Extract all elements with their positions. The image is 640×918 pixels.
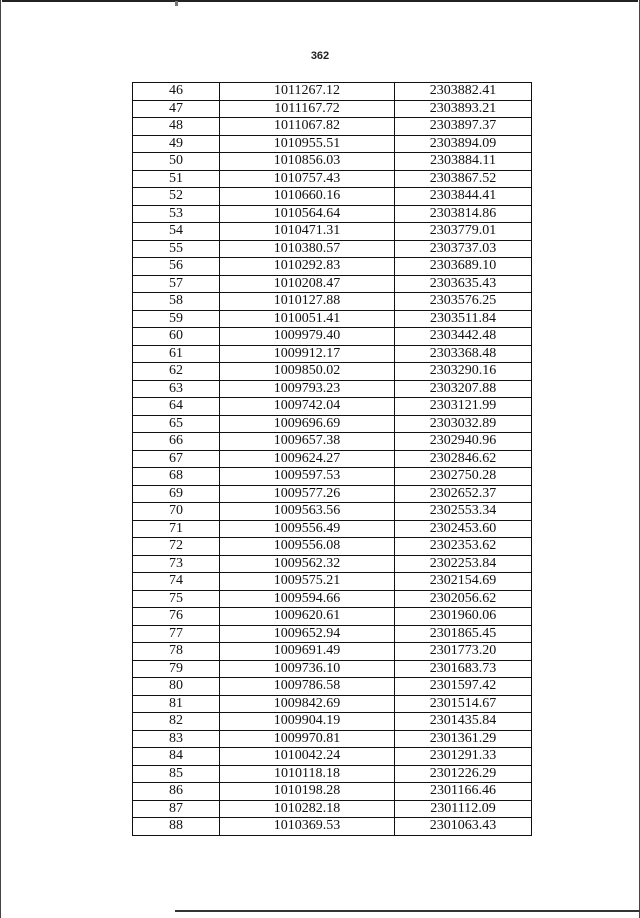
- y-coordinate-cell: 2302846.62: [395, 450, 532, 468]
- y-coordinate-cell: 2303894.09: [395, 135, 532, 153]
- y-coordinate-cell: 2302940.96: [395, 433, 532, 451]
- table-row: [133, 328, 532, 346]
- point-number-cell: 87: [133, 800, 220, 818]
- point-number-cell: 49: [133, 135, 220, 153]
- y-coordinate-cell: 2303032.89: [395, 415, 532, 433]
- x-coordinate-cell: 1009742.04: [220, 398, 395, 416]
- x-coordinate-cell: 1009594.66: [220, 590, 395, 608]
- point-number-cell: 73: [133, 555, 220, 573]
- y-coordinate-cell: 2303511.84: [395, 310, 532, 328]
- y-coordinate-cell: 2303737.03: [395, 240, 532, 258]
- y-coordinate-cell: 2303576.25: [395, 293, 532, 311]
- x-coordinate-cell: 1009970.81: [220, 730, 395, 748]
- x-coordinate-cell: 1009793.23: [220, 380, 395, 398]
- x-coordinate-cell: 1009657.38: [220, 433, 395, 451]
- y-coordinate-cell: 2303689.10: [395, 258, 532, 276]
- scan-speck: [175, 1, 178, 6]
- point-number-cell: 57: [133, 275, 220, 293]
- y-coordinate-cell: 2303368.48: [395, 345, 532, 363]
- point-number-cell: 55: [133, 240, 220, 258]
- point-number-cell: 77: [133, 625, 220, 643]
- y-coordinate-cell: 2302652.37: [395, 485, 532, 503]
- point-number-cell: 86: [133, 783, 220, 801]
- y-coordinate-cell: 2302154.69: [395, 573, 532, 591]
- coordinates-table: [132, 82, 532, 836]
- point-number-cell: 72: [133, 538, 220, 556]
- y-coordinate-cell: 2301291.33: [395, 748, 532, 766]
- table-row: [133, 100, 532, 118]
- table-row: [133, 765, 532, 783]
- point-number-cell: 61: [133, 345, 220, 363]
- x-coordinate-cell: 1010127.88: [220, 293, 395, 311]
- table-row: [133, 485, 532, 503]
- y-coordinate-cell: 2301166.46: [395, 783, 532, 801]
- point-number-cell: 58: [133, 293, 220, 311]
- table-row: [133, 83, 532, 101]
- x-coordinate-cell: 1011067.82: [220, 118, 395, 136]
- table-row: [133, 678, 532, 696]
- x-coordinate-cell: 1009577.26: [220, 485, 395, 503]
- y-coordinate-cell: 2301112.09: [395, 800, 532, 818]
- table-row: [133, 468, 532, 486]
- x-coordinate-cell: 1010118.18: [220, 765, 395, 783]
- y-coordinate-cell: 2301514.67: [395, 695, 532, 713]
- table-row: [133, 713, 532, 731]
- x-coordinate-cell: 1009563.56: [220, 503, 395, 521]
- point-number-cell: 81: [133, 695, 220, 713]
- table-row: [133, 153, 532, 171]
- x-coordinate-cell: 1011267.12: [220, 83, 395, 101]
- point-number-cell: 52: [133, 188, 220, 206]
- table-row: [133, 223, 532, 241]
- x-coordinate-cell: 1009691.49: [220, 643, 395, 661]
- x-coordinate-cell: 1009979.40: [220, 328, 395, 346]
- x-coordinate-cell: 1010380.57: [220, 240, 395, 258]
- point-number-cell: 48: [133, 118, 220, 136]
- x-coordinate-cell: 1009556.08: [220, 538, 395, 556]
- x-coordinate-cell: 1010051.41: [220, 310, 395, 328]
- x-coordinate-cell: 1010292.83: [220, 258, 395, 276]
- point-number-cell: 46: [133, 83, 220, 101]
- y-coordinate-cell: 2303882.41: [395, 83, 532, 101]
- y-coordinate-cell: 2303779.01: [395, 223, 532, 241]
- point-number-cell: 65: [133, 415, 220, 433]
- point-number-cell: 71: [133, 520, 220, 538]
- table-row: [133, 398, 532, 416]
- y-coordinate-cell: 2302353.62: [395, 538, 532, 556]
- x-coordinate-cell: 1009597.53: [220, 468, 395, 486]
- table-row: [133, 608, 532, 626]
- x-coordinate-cell: 1009912.17: [220, 345, 395, 363]
- table-row: [133, 293, 532, 311]
- x-coordinate-cell: 1010198.28: [220, 783, 395, 801]
- y-coordinate-cell: 2303442.48: [395, 328, 532, 346]
- x-coordinate-cell: 1009575.21: [220, 573, 395, 591]
- point-number-cell: 47: [133, 100, 220, 118]
- page-edge-top: [2, 0, 638, 2]
- x-coordinate-cell: 1011167.72: [220, 100, 395, 118]
- point-number-cell: 69: [133, 485, 220, 503]
- point-number-cell: 56: [133, 258, 220, 276]
- point-number-cell: 76: [133, 608, 220, 626]
- y-coordinate-cell: 2301435.84: [395, 713, 532, 731]
- table-row: [133, 573, 532, 591]
- y-coordinate-cell: 2301865.45: [395, 625, 532, 643]
- x-coordinate-cell: 1010660.16: [220, 188, 395, 206]
- y-coordinate-cell: 2302553.34: [395, 503, 532, 521]
- x-coordinate-cell: 1010208.47: [220, 275, 395, 293]
- y-coordinate-cell: 2301597.42: [395, 678, 532, 696]
- x-coordinate-cell: 1010042.24: [220, 748, 395, 766]
- point-number-cell: 59: [133, 310, 220, 328]
- y-coordinate-cell: 2301683.73: [395, 660, 532, 678]
- y-coordinate-cell: 2303867.52: [395, 170, 532, 188]
- x-coordinate-cell: 1010369.53: [220, 818, 395, 836]
- table-row: [133, 520, 532, 538]
- table-row: [133, 538, 532, 556]
- table-row: [133, 118, 532, 136]
- x-coordinate-cell: 1010856.03: [220, 153, 395, 171]
- point-number-cell: 75: [133, 590, 220, 608]
- y-coordinate-cell: 2301361.29: [395, 730, 532, 748]
- point-number-cell: 80: [133, 678, 220, 696]
- x-coordinate-cell: 1009652.94: [220, 625, 395, 643]
- table-row: [133, 205, 532, 223]
- x-coordinate-cell: 1010757.43: [220, 170, 395, 188]
- x-coordinate-cell: 1010471.31: [220, 223, 395, 241]
- coordinates-table-body: [133, 83, 532, 836]
- page-number: 362: [310, 50, 330, 62]
- table-row: [133, 818, 532, 836]
- point-number-cell: 66: [133, 433, 220, 451]
- table-row: [133, 258, 532, 276]
- table-row: [133, 800, 532, 818]
- y-coordinate-cell: 2302253.84: [395, 555, 532, 573]
- table-row: [133, 625, 532, 643]
- point-number-cell: 50: [133, 153, 220, 171]
- point-number-cell: 70: [133, 503, 220, 521]
- table-row: [133, 415, 532, 433]
- x-coordinate-cell: 1010955.51: [220, 135, 395, 153]
- y-coordinate-cell: 2302453.60: [395, 520, 532, 538]
- point-number-cell: 83: [133, 730, 220, 748]
- table-row: [133, 170, 532, 188]
- x-coordinate-cell: 1009562.32: [220, 555, 395, 573]
- x-coordinate-cell: 1010564.64: [220, 205, 395, 223]
- y-coordinate-cell: 2303121.99: [395, 398, 532, 416]
- y-coordinate-cell: 2303893.21: [395, 100, 532, 118]
- y-coordinate-cell: 2303814.86: [395, 205, 532, 223]
- x-coordinate-cell: 1010282.18: [220, 800, 395, 818]
- y-coordinate-cell: 2301063.43: [395, 818, 532, 836]
- table-row: [133, 748, 532, 766]
- point-number-cell: 68: [133, 468, 220, 486]
- table-row: [133, 660, 532, 678]
- table-row: [133, 730, 532, 748]
- point-number-cell: 63: [133, 380, 220, 398]
- table-row: [133, 188, 532, 206]
- table-row: [133, 555, 532, 573]
- point-number-cell: 64: [133, 398, 220, 416]
- table-row: [133, 380, 532, 398]
- table-row: [133, 240, 532, 258]
- point-number-cell: 54: [133, 223, 220, 241]
- table-row: [133, 643, 532, 661]
- table-row: [133, 275, 532, 293]
- page-edge-left: [0, 0, 1, 918]
- y-coordinate-cell: 2301960.06: [395, 608, 532, 626]
- point-number-cell: 78: [133, 643, 220, 661]
- point-number-cell: 62: [133, 363, 220, 381]
- y-coordinate-cell: 2303635.43: [395, 275, 532, 293]
- point-number-cell: 67: [133, 450, 220, 468]
- point-number-cell: 79: [133, 660, 220, 678]
- table-row: [133, 433, 532, 451]
- x-coordinate-cell: 1009696.69: [220, 415, 395, 433]
- y-coordinate-cell: 2303884.11: [395, 153, 532, 171]
- table-row: [133, 695, 532, 713]
- y-coordinate-cell: 2301226.29: [395, 765, 532, 783]
- x-coordinate-cell: 1009624.27: [220, 450, 395, 468]
- point-number-cell: 88: [133, 818, 220, 836]
- y-coordinate-cell: 2303844.41: [395, 188, 532, 206]
- point-number-cell: 82: [133, 713, 220, 731]
- y-coordinate-cell: 2303897.37: [395, 118, 532, 136]
- x-coordinate-cell: 1009850.02: [220, 363, 395, 381]
- point-number-cell: 53: [133, 205, 220, 223]
- y-coordinate-cell: 2303207.88: [395, 380, 532, 398]
- x-coordinate-cell: 1009842.69: [220, 695, 395, 713]
- x-coordinate-cell: 1009786.58: [220, 678, 395, 696]
- point-number-cell: 51: [133, 170, 220, 188]
- table-row: [133, 590, 532, 608]
- point-number-cell: 60: [133, 328, 220, 346]
- point-number-cell: 74: [133, 573, 220, 591]
- table-row: [133, 450, 532, 468]
- x-coordinate-cell: 1009736.10: [220, 660, 395, 678]
- y-coordinate-cell: 2301773.20: [395, 643, 532, 661]
- y-coordinate-cell: 2302056.62: [395, 590, 532, 608]
- y-coordinate-cell: 2303290.16: [395, 363, 532, 381]
- table-row: [133, 363, 532, 381]
- x-coordinate-cell: 1009904.19: [220, 713, 395, 731]
- y-coordinate-cell: 2302750.28: [395, 468, 532, 486]
- table-row: [133, 135, 532, 153]
- table-row: [133, 310, 532, 328]
- x-coordinate-cell: 1009556.49: [220, 520, 395, 538]
- table-row: [133, 345, 532, 363]
- point-number-cell: 84: [133, 748, 220, 766]
- table-row: [133, 783, 532, 801]
- point-number-cell: 85: [133, 765, 220, 783]
- table-row: [133, 503, 532, 521]
- x-coordinate-cell: 1009620.61: [220, 608, 395, 626]
- page-edge-bottom: [175, 910, 640, 912]
